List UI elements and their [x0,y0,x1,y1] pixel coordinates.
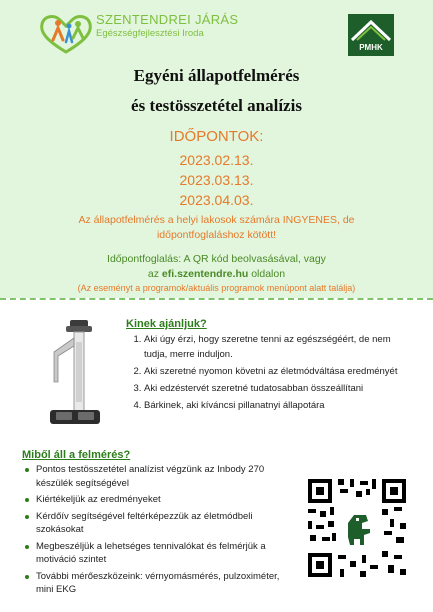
family-heart-logo-icon [36,12,96,56]
inbody-scale-image [36,312,116,436]
free-notice-line2: időpontfoglaláshoz kötött! [156,229,277,241]
qr-code-image[interactable] [304,475,410,581]
who-heading: Kinek ajánljuk? [126,318,207,330]
list-item: Kérdőív segítségével feltérképezzük az életmódbeli szokásokat [36,510,298,537]
date-item: 2023.03.13. [179,172,254,188]
booking-note: (Az eseményt a programok/aktuális programok menüpont alatt találja) [77,283,356,293]
booking-suffix: oldalon [251,268,286,280]
who-list [130,332,416,415]
page-title-line1: Egyéni állapotfelmérés [133,66,300,85]
list-item: 3. Aki edzéstervét szeretné tudatosabban összeállítani [144,381,416,396]
booking-line1: Időpontfoglalás: A QR kód beolvasásával, vagy [107,253,326,265]
list-item: További mérőeszközeink: vérnyomásmérés, pulzoximéter, mini EKG [36,570,298,597]
booking-url-link[interactable]: efi.szentendre.hu [161,268,249,280]
page-title-line2: és testösszetétel analízis [131,96,302,115]
date-item: 2023.02.13. [179,152,254,168]
booking-prefix: az [147,268,159,280]
list-item: Pontos testösszetétel analízist végzünk az Inbody 270 készülék segítségével [36,463,298,490]
list-item: 4. Bárkinek, aki kíváncsi pillanatnyi állapotára [144,398,416,413]
list-item: Kiértékeljük az eredményeket [36,493,298,507]
list-item: Megbeszéljük a lehetséges tennivalókat és felmérjük a motiváció szintet [36,540,298,567]
free-notice-line1: Az állapotfelmérés a helyi lakosok számára INGYENES, de [78,214,355,226]
dates-heading: IDŐPONTOK: [169,128,264,145]
list-item: 2. Aki szeretné nyomon követni az életmódváltása eredményét [144,364,416,379]
what-heading: Miből áll a felmérés? [22,449,131,461]
org-name: SZENTENDREI JÁRÁS [96,12,239,27]
date-item: 2023.04.03. [179,192,254,208]
partner-logo-text: PMHK [359,43,383,52]
what-list [22,463,298,600]
booking-line2 [0,268,433,280]
org-subtitle: Egészségfejlesztési Iroda [96,28,204,39]
list-item: 1. Aki úgy érzi, hogy szeretne tenni az egészségéért, de nem tudja, merre induljon. [144,332,416,362]
